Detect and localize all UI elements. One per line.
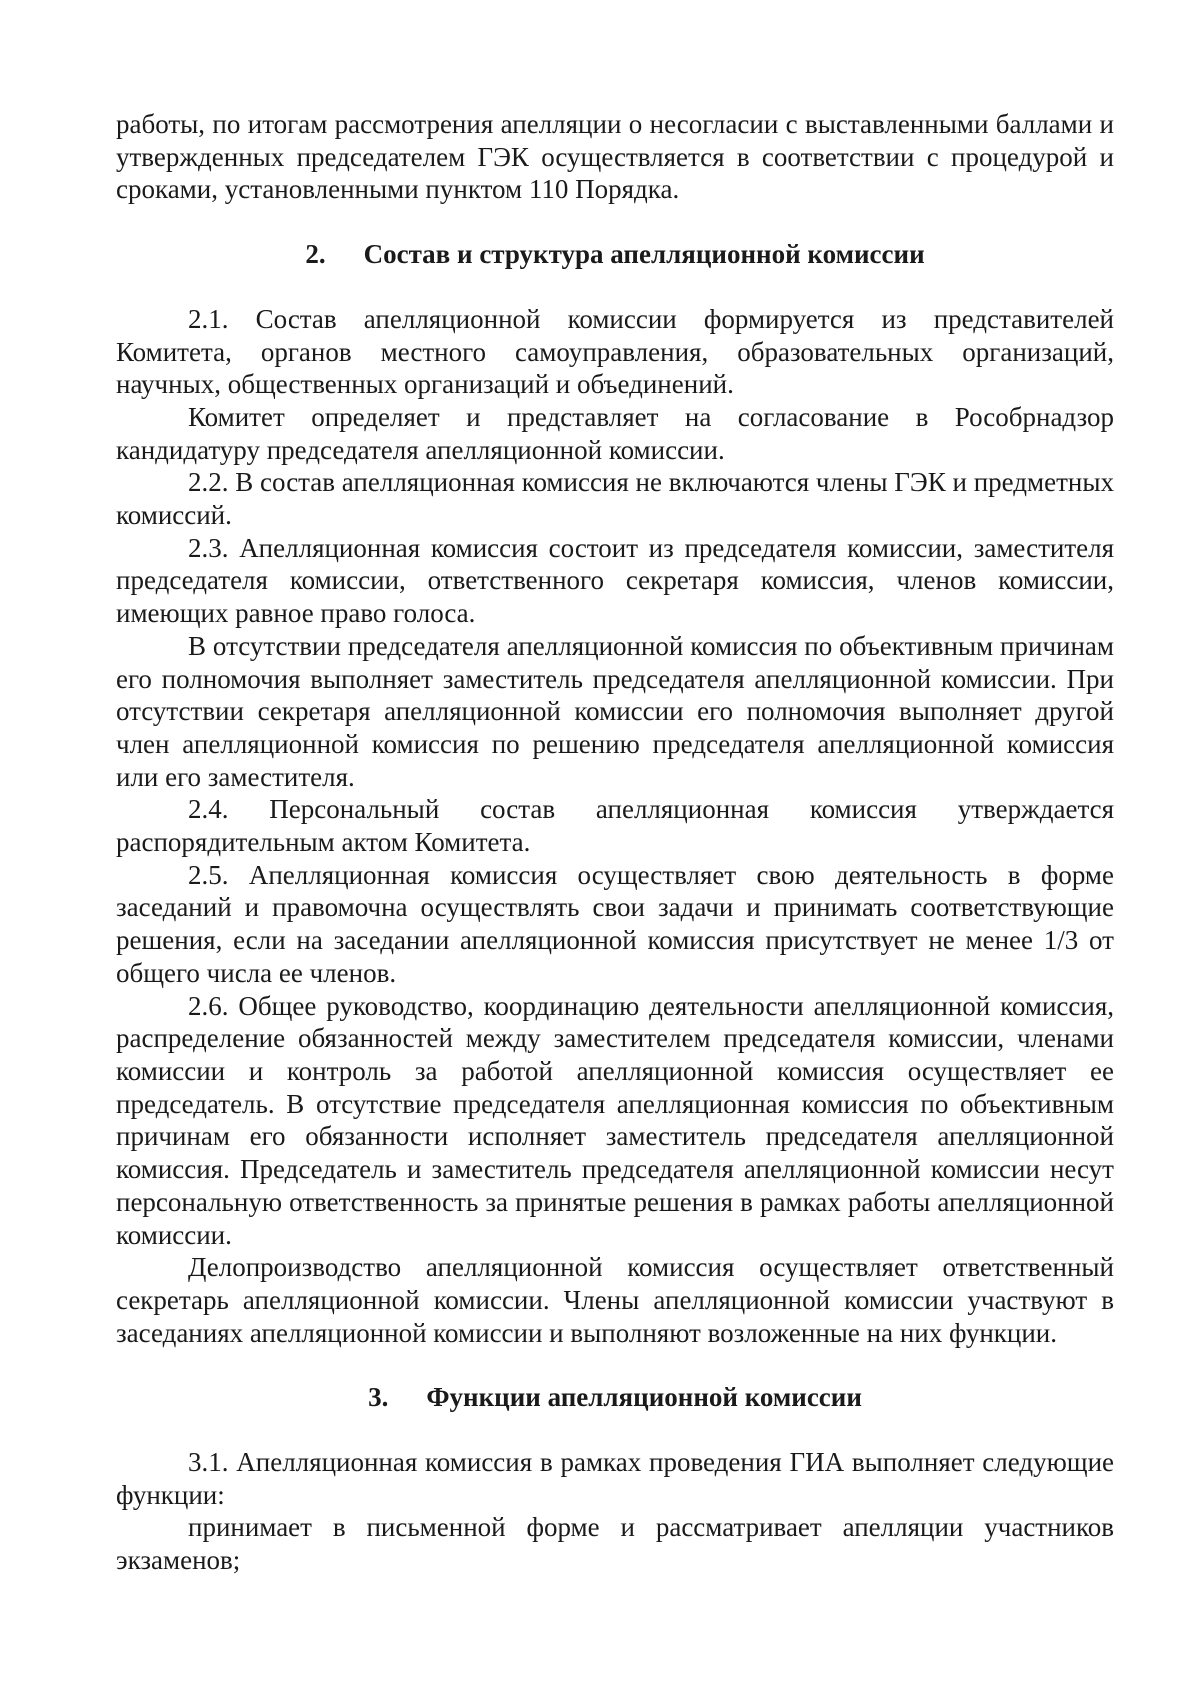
paragraph-2-6: 2.6. Общее руководство, координацию деятельности апелляционной комиссия, распределение обязанностей между заместителем председателя комиссии, членами комиссии и контроль за работой апелляционной комиссия осуществляет ее председатель. В отсутствие председателя апелляционная комиссия по объективным причинам его обязанности исполняет заместитель председателя апелляционной комиссия. Председатель и заместитель председателя апелляционной комиссии несут персональную ответственность за принятые решения в рамках работы апелляционной комиссии. [116,990,1114,1250]
paragraph-2-1-chair: Комитет определяет и представляет на согласование в Рособрнадзор кандидатуру председателя апелляционной комиссии. [116,401,1114,465]
spacer [116,1414,1114,1446]
section-3-number: 3. [368,1382,389,1413]
spacer [116,1349,1114,1381]
continued-paragraph: работы, по итогам рассмотрения апелляции о несогласии с выставленными баллами и утвержденных председателем ГЭК осуществляется в соответствии с процедурой и сроками, установленными пунктом 110 Порядка. [116,109,1114,205]
paragraph-2-4: 2.4. Персональный состав апелляционная комиссия утверждается распорядительным актом Комитета. [116,794,1114,858]
section-3-title: Функции апелляционной комиссии [426,1382,862,1413]
paragraph-2-1: 2.1. Состав апелляционной комиссии формируется из представителей Комитета, органов местного самоуправления, образовательных организаций, научных, общественных организаций и объединений. [116,303,1114,400]
section-2-heading [116,238,1114,271]
section-2-number: 2. [305,239,326,270]
section-2-title: Состав и структура апелляционной комиссии [363,239,925,270]
paragraph-2-3-absence: В отсутствии председателя апелляционной комиссия по объективным причинам его полномочия выполняет заместитель председателя апелляционной комиссии. При отсутствии секретаря апелляционной комиссии его полномочия выполняет другой член апелляционной комиссия по решению председателя апелляционной комиссия или его заместителя. [116,630,1114,792]
paragraph-2-2: 2.2. В состав апелляционная комиссия не включаются члены ГЭК и предметных комиссий. [116,467,1114,531]
paragraph-3-1: 3.1. Апелляционная комиссия в рамках проведения ГИА выполняет следующие функции: [116,1447,1114,1510]
paragraph-3-1-function-1: принимает в письменной форме и рассматривает апелляции участников экзаменов; [116,1512,1114,1576]
paragraph-2-3: 2.3. Апелляционная комиссия состоит из председателя комиссии, заместителя председателя комиссии, ответственного секретаря комиссия, членов комиссии, имеющих равное право голоса. [116,532,1114,629]
paragraph-2-6-records: Делопроизводство апелляционной комиссия осуществляет ответственный секретарь апелляционной комиссии. Члены апелляционной комиссии участвуют в заседаниях апелляционной комиссии и выполняют возложенные на них функции. [116,1252,1114,1348]
document-page [116,108,1114,1577]
section-3-heading [116,1381,1114,1414]
spacer [116,271,1114,303]
paragraph-2-5: 2.5. Апелляционная комиссия осуществляет свою деятельность в форме заседаний и правомочна осуществлять свои задачи и принимать соответствующие решения, если на заседании апелляционной комиссия присутствует не менее 1/3 от общего числа ее членов. [116,859,1114,988]
spacer [116,206,1114,238]
